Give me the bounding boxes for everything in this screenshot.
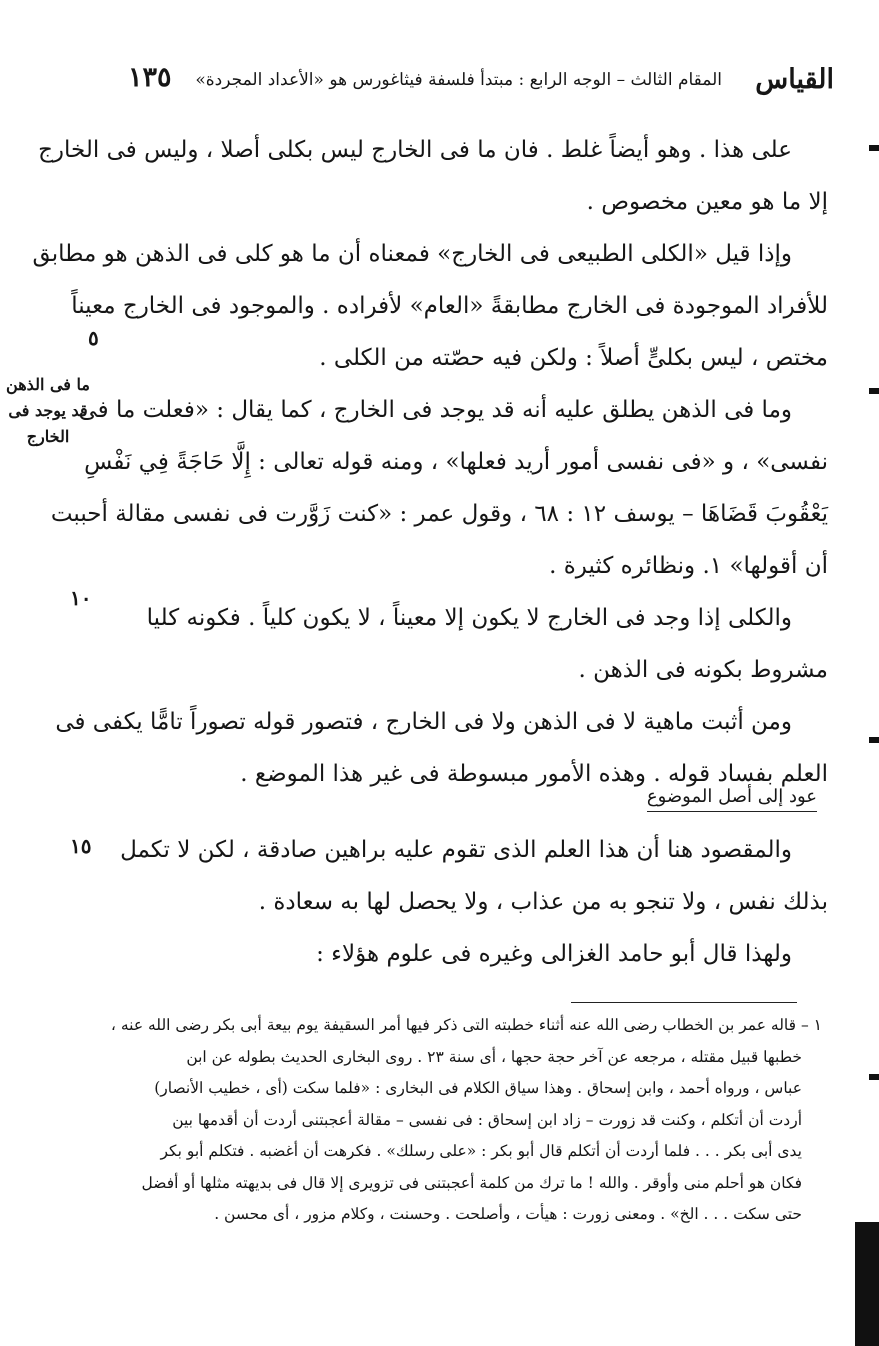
footnote-line: عباس ، ورواه أحمد ، وابن إسحاق . وهذا سياق الكلام فى البخارى : «فلما سكت (أى ، خطيب الأنصار) — [154, 1079, 802, 1097]
margin-note — [3, 372, 93, 450]
scan-edge-mark — [869, 145, 879, 151]
footnote-rule — [571, 1002, 797, 1003]
footnote-line: يدى أبى بكر . . . فلما أردت أن أتكلم قال أبو بكر : «على رسلك» . فكرهت أن أغضبه . فتكلم أبو بكر — [160, 1142, 802, 1160]
text-line: ومن أثبت ماهية لا فى الذهن ولا فى الخارج ، فتصور قوله تصوراً تامًّا يكفى فى — [55, 709, 792, 735]
scan-edge-mark — [869, 737, 879, 743]
chapter-subtitle: المقام الثالث – الوجه الرابع : مبتدأ فلسفة فيثاغورس هو «الأعداد المجردة» — [195, 70, 722, 90]
footnote-line: فكان هو أحلم منى وأوقر . والله ! ما ترك من كلمة أعجبتنى فى تزويرى إلا قال فى بديهته مثلها أو أفضل — [141, 1173, 802, 1192]
book-title: القياس — [755, 64, 834, 95]
text-line: العلم بفساد قوله . وهذه الأمور مبسوطة فى غير هذا الموضع . — [240, 761, 828, 787]
text-line: إلا ما هو معين مخصوص . — [586, 189, 828, 215]
main-text-continued — [116, 824, 828, 980]
scan-edge-mark — [869, 388, 879, 394]
text-line: بذلك نفس ، ولا تنجو به من عذاب ، ولا يحصل لها به سعادة . — [258, 889, 828, 915]
footnote-line: ١ – قاله عمر بن الخطاب رضى الله عنه أثناء خطبته التى ذكر فيها أمر السقيفة يوم بيعة أبى بكر رضى الله عنه ، — [110, 1016, 822, 1034]
text-line: مشروط بكونه فى الذهن . — [578, 657, 828, 683]
text-line: ولهذا قال أبو حامد الغزالى وغيره فى علوم هؤلاء : — [316, 941, 792, 967]
line-number-10: ١٠ — [70, 586, 92, 610]
text-line: يَعْقُوبَ قَضَاهَا – يوسف ١٢ : ٦٨ ، وقول عمر : «كنت زَوَّرت فى نفسى مقالة أحببت — [50, 501, 828, 527]
margin-note-line: قد يوجد فى — [8, 401, 88, 420]
text-line: أن أقولها» ١. ونظائره كثيرة . — [549, 553, 828, 579]
footnote-line: خطبها قبيل مقتله ، مرجعه عن آخر حجة حجها ، أى سنة ٢٣ . روى البخارى الحديث بطوله عن ابن — [186, 1047, 802, 1066]
line-number-15: ١٥ — [70, 834, 92, 858]
text-line: والمقصود هنا أن هذا العلم الذى تقوم عليه براهين صادقة ، لكن لا تكمل — [120, 837, 792, 863]
scan-edge-mark — [869, 1074, 879, 1080]
text-line: على هذا . وهو أيضاً غلط . فان ما فى الخارج ليس بكلى أصلا ، وليس فى الخارج — [38, 137, 792, 163]
section-heading: عود إلى أصل الموضوع — [647, 786, 817, 812]
text-line: وما فى الذهن يطلق عليه أنه قد يوجد فى الخارج ، كما يقال : «فعلت ما فى — [78, 397, 792, 423]
page-number: ١٣٥ — [128, 62, 172, 93]
text-line: وإذا قيل «الكلى الطبيعى فى الخارج» فمعناه أن ما هو كلى فى الذهن هو مطابق — [32, 241, 792, 267]
text-line: والكلى إذا وجد فى الخارج لا يكون إلا معيناً ، لا يكون كلياً . فكونه كليا — [146, 605, 792, 631]
footnotes — [96, 1010, 822, 1231]
scan-edge-bracket — [855, 1222, 879, 1346]
margin-note-line: ما فى الذهن — [6, 375, 90, 394]
margin-note-line: الخارج — [26, 427, 70, 446]
line-number-5: ٥ — [88, 326, 99, 350]
text-line: للأفراد الموجودة فى الخارج مطابقةً «العام» لأفراده . والموجود فى الخارج معيناً — [71, 293, 828, 319]
footnote-line: حتى سكت . . . الخ» . ومعنى زورت : هيأت ، وأصلحت . وحسنت ، وكلام مزور ، أى محسن . — [214, 1205, 802, 1223]
text-line: مختص ، ليس بكلىٍّ أصلاً : ولكن فيه حصّته من الكلى . — [319, 345, 828, 371]
footnote-line: أردت أن أتكلم ، وكنت قد زورت – زاد ابن إسحاق : فى نفسى – مقالة أعجبتنى أردت أن أقدمها بين — [172, 1110, 802, 1129]
text-line: نفسى» ، و «فى نفسى أمور أريد فعلها» ، ومنه قوله تعالى : إِلَّا حَاجَةً فِي نَفْسِ — [84, 449, 828, 475]
running-header — [122, 62, 834, 102]
